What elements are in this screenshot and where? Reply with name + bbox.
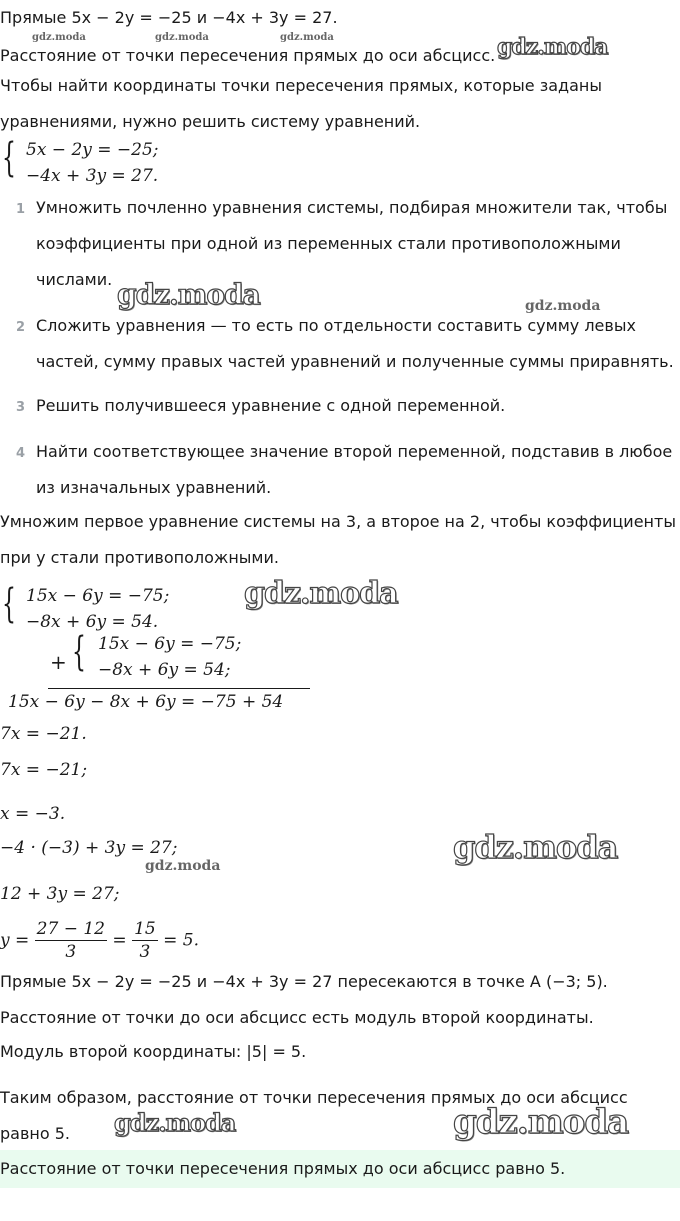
conclusion-text: Расстояние от точки до оси абсцисс есть модуль второй координаты. (0, 1008, 594, 1027)
fraction (132, 918, 158, 963)
calc-lhs: y = (0, 930, 30, 951)
calc-line: 7x = −21; (0, 760, 88, 780)
answer-text: Расстояние от точки пересечения прямых до оси абсцисс равно 5. (0, 1159, 566, 1178)
problem-question: Расстояние от точки пересечения прямых до оси абсцисс. (0, 46, 496, 65)
fraction-numerator: 15 (134, 919, 156, 939)
intro-text: Чтобы найти координаты точки пересечения прямых, которые заданы (0, 76, 602, 95)
plus-sign: + (50, 650, 67, 674)
calc-line: 12 + 3y = 27; (0, 884, 120, 904)
calc-line: x = −3. (0, 804, 66, 824)
step-text: частей, сумму правых частей уравнений и полученные суммы приравнять. (36, 352, 674, 371)
sum-line (48, 688, 310, 689)
conclusion-text: Модуль второй координаты: |5| = 5. (0, 1042, 307, 1061)
conclusion-text: Таким образом, расстояние от точки пересечения прямых до оси абсцисс (0, 1088, 628, 1107)
watermark-small: gdz.moda (280, 32, 334, 43)
multiply-text: Умножим первое уравнение системы на 3, а второе на 2, чтобы коэффициенты (0, 512, 676, 531)
step-text: из изначальных уравнений. (36, 478, 272, 497)
conclusion-text: Прямые 5x − 2y = −25 и −4x + 3y = 27 пересекаются в точке A (−3; 5). (0, 972, 608, 991)
step-number: 3 (16, 400, 26, 415)
watermark-logo: gdz.moda (497, 34, 608, 60)
watermark-logo: gdz.moda (114, 1108, 236, 1137)
calc-rhs: = 5. (163, 930, 199, 951)
step-text: Умножить почленно уравнения системы, подбирая множители так, чтобы (36, 198, 668, 217)
system1-eq1: 5x − 2y = −25; (26, 140, 159, 160)
calc-equals: = (112, 930, 127, 951)
watermark-logo: gdz.moda (453, 828, 618, 866)
sum-eq1: 15x − 6y = −75; (98, 634, 242, 654)
calc-line: 7x = −21. (0, 724, 87, 744)
step-text: числами. (36, 270, 113, 289)
step-number: 1 (16, 202, 26, 217)
fraction (35, 918, 107, 963)
fraction-denominator: 3 (139, 942, 151, 962)
watermark-small: gdz.moda (155, 32, 209, 43)
step-text: Найти соответствующее значение второй переменной, подставив в любое (36, 442, 673, 461)
multiply-text: при y стали противоположными. (0, 548, 279, 567)
problem-statement: Прямые 5x − 2y = −25 и −4x + 3y = 27. (0, 8, 338, 27)
sum-eq2: −8x + 6y = 54; (98, 660, 231, 680)
step-number: 4 (16, 446, 26, 461)
calc-fraction-line (0, 918, 199, 963)
calc-line: −4 · (−3) + 3y = 27; (0, 838, 178, 858)
conclusion-text: равно 5. (0, 1124, 70, 1143)
watermark-logo: gdz.moda (453, 1102, 629, 1142)
answer-box (0, 1150, 680, 1188)
step-text: Решить получившееся уравнение с одной переменной. (36, 396, 506, 415)
step-number: 2 (16, 320, 26, 335)
system1-eq2: −4x + 3y = 27. (26, 166, 159, 186)
watermark-logo: gdz.moda (117, 278, 260, 311)
fraction-numerator: 27 − 12 (36, 919, 105, 939)
intro-text: уравнениями, нужно решить систему уравнений. (0, 112, 421, 131)
system-brace: { (72, 629, 86, 675)
watermark-small: gdz.moda (525, 298, 601, 314)
watermark-logo: gdz.moda (244, 576, 398, 611)
system2-eq1: 15x − 6y = −75; (26, 586, 170, 606)
system-brace: { (2, 135, 16, 181)
step-text: коэффициенты при одной из переменных стали противоположными (36, 234, 621, 253)
fraction-denominator: 3 (65, 942, 77, 962)
sum-result: 15x − 6y − 8x + 6y = −75 + 54 (8, 692, 284, 712)
watermark-small: gdz.moda (145, 858, 221, 874)
watermark-small: gdz.moda (32, 32, 86, 43)
system-brace: { (2, 581, 16, 627)
step-text: Сложить уравнения — то есть по отдельности составить сумму левых (36, 316, 636, 335)
system2-eq2: −8x + 6y = 54. (26, 612, 159, 632)
